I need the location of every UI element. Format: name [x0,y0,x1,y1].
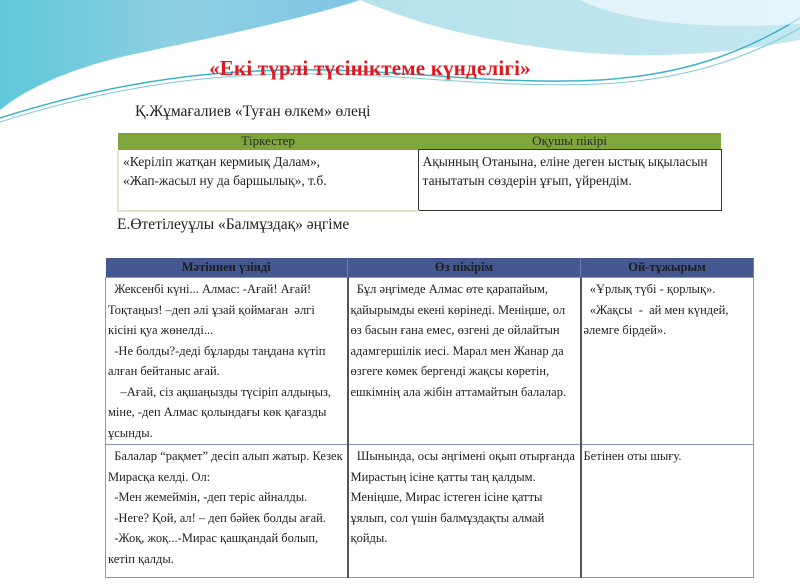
conclusion-line: Бетінен оты шығу. [583,449,682,463]
table-row [106,445,754,578]
opinion-text: Шынында, осы әңгімені оқып отырғанда Мирастың ісіне қатты таң қалдым. Меніңше, Мирас істеген ісіне қатты ұялып, сол үшін балмұздақты алмай қойды. [350,449,585,545]
column-header-conclusion: Ой-тұжырым [581,258,754,278]
column-header-my-opinion: Өз пікірім [348,258,581,278]
excerpt-line: –Ағай, сіз ақшаңызды түсіріп алдыңыз, міне, -деп Алмас қолындағы көк қағазды ұсынды. [108,384,335,440]
page-title: «Екі түрлі түсініктеме күнделігі» [209,56,531,80]
table-row [118,150,721,211]
table-row [106,278,754,445]
phrase-line: «Керіліп жатқан кермиық Далам», [123,153,321,169]
excerpt-cell [106,445,348,578]
section2-heading: Е.Өтетілеуұлы «Балмұздақ» әңгіме [117,216,350,233]
conclusion-line: «Ұрлық түбі - қорлық». [583,282,716,296]
phrases-table [117,133,722,212]
section1-heading: Қ.Жұмағалиев «Туған өлкем» өлеңі [135,103,371,120]
excerpt-line: -Жоқ, жоқ...-Мирас қашқандай болып, кетіп қалды. [108,531,322,566]
opinion-text: Бұл әңгімеде Алмас өте қарапайым, қайырымды екені көрінеді. Меніңше, ол өз басын ғана емес, өзгені де ойлайтын адамгершілік иесі. Марал мен Жанар да өзгеге көмек бергенді жақсы көретін, ешкімнің ала жібін аттамайтын балалар. [350,282,569,399]
column-header-excerpt: Мәтіннен үзінді [106,258,348,278]
phrases-cell [118,150,418,211]
column-header-phrases: Тіркестер [118,133,418,150]
student-opinion-cell: Ақынның Отанына, еліне деген ыстық ықыласын танытатын сөздерін ұғып, үйрендім. [418,150,721,211]
opinion-cell [348,278,581,445]
table-header-row [118,133,721,150]
opinion-cell [348,445,585,578]
story-analysis-table [105,258,754,578]
conclusion-cell [581,278,754,445]
phrase-line: «Жап-жасыл ну да баршылық», т.б. [123,172,327,188]
excerpt-line: -Неге? Қой, ал! – деп бәйек болды ағай. [108,510,326,525]
excerpt-line: Балалар “рақмет” десіп алып жатыр. Кезек Мирасқа келді. Ол: [108,449,346,484]
excerpt-line: Жексенбі күні... Алмас: -Ағай! Ағай! Тоқтаңыз! –деп әлі ұзай қоймаған әлгі кісіні қуа жөнелді... [108,282,318,337]
conclusion-line: «Жақсы - ай мен күндей, әлемге бірдей». [583,302,732,337]
excerpt-cell [106,278,348,445]
excerpt-line: -Не болды?-деді бұларды таңдана күтіп алған бейтаныс ағай. [108,343,329,378]
excerpt-line: -Мен жемеймін, -деп теріс айналды. [108,490,308,504]
column-header-student-opinion: Оқушы пікірі [418,133,721,150]
table-header-row [106,258,754,278]
conclusion-cell [581,445,754,578]
